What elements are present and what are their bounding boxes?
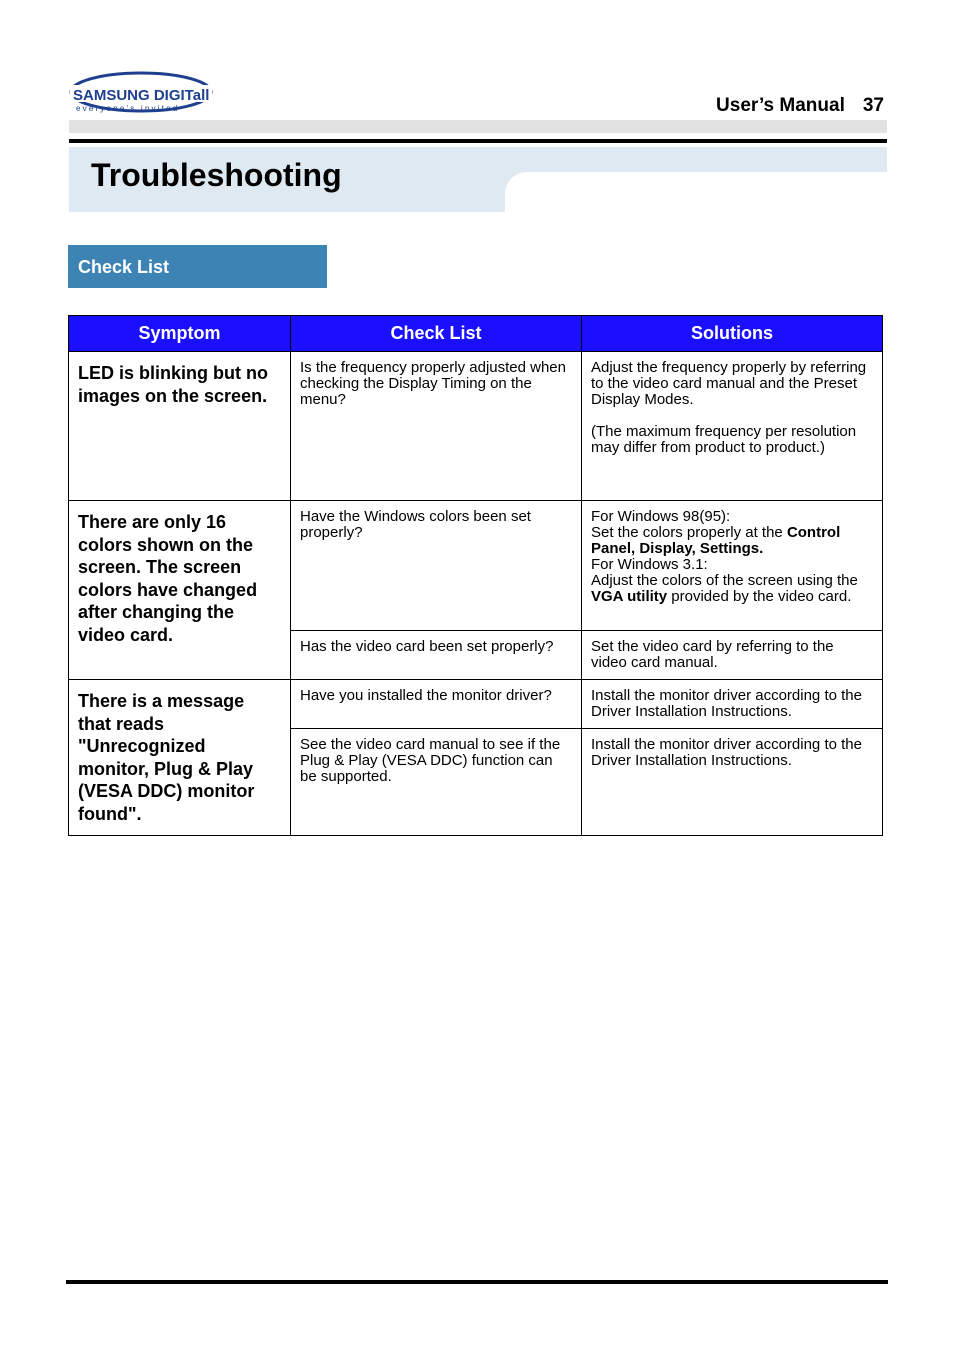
header-solutions: Solutions: [582, 316, 883, 352]
solution-cell: [582, 352, 883, 501]
footer-rule: [66, 1280, 888, 1284]
solution-text: For Windows 98(95):: [591, 508, 731, 525]
solution-text: Adjust the frequency properly by referring to the video card manual and the Preset Display Modes.: [591, 359, 867, 408]
header-check-list: Check List: [291, 316, 582, 352]
samsung-logo: [68, 70, 214, 116]
check-cell: Has the video card been set properly?: [291, 631, 582, 680]
logo-brand: SAMSUNG DIGITall: [73, 87, 210, 104]
solution-cell: [582, 501, 883, 631]
solution-note: (The maximum frequency per resolution may differ from product to product.): [591, 423, 857, 456]
symptom-cell: There is a message that reads "Unrecognized monitor, Plug & Play (VESA DDC) monitor found".: [69, 680, 291, 836]
header-gray-bar: [69, 120, 887, 133]
manual-label: User’s Manual: [716, 95, 845, 116]
header-symptom: Symptom: [69, 316, 291, 352]
check-cell: Have you installed the monitor driver?: [291, 680, 582, 729]
check-list-table: [68, 315, 883, 836]
solution-text: For Windows 3.1:: [591, 556, 708, 573]
check-cell: Have the Windows colors been set properly?: [291, 501, 582, 631]
title-band: [69, 147, 887, 212]
table-row: [69, 352, 883, 501]
header-rule: [69, 139, 887, 143]
solution-cell: Install the monitor driver according to the Driver Installation Instructions.: [582, 729, 883, 836]
solution-text: Set the colors properly at the Control Panel, Display, Settings.: [591, 524, 841, 557]
table-header-row: [69, 316, 883, 352]
logo-tagline: everyone's invited: [76, 104, 180, 113]
symptom-cell: LED is blinking but no images on the screen.: [69, 352, 291, 501]
check-cell: Is the frequency properly adjusted when checking the Display Timing on the menu?: [291, 352, 582, 501]
check-cell: See the video card manual to see if the Plug & Play (VESA DDC) function can be supported.: [291, 729, 582, 836]
solution-cell: Install the monitor driver according to the Driver Installation Instructions.: [582, 680, 883, 729]
solution-cell: Set the video card by referring to the video card manual.: [582, 631, 883, 680]
table-row: [69, 501, 883, 631]
section-heading: Check List: [68, 245, 327, 288]
solution-text: Adjust the colors of the screen using the VGA utility provided by the video card.: [591, 572, 858, 605]
page-number: 37: [862, 95, 884, 116]
page-header: [716, 95, 884, 117]
symptom-cell: There are only 16 colors shown on the screen. The screen colors have changed after changing the video card.: [69, 501, 291, 680]
page-title: Troubleshooting: [91, 157, 342, 193]
table-row: [69, 680, 883, 729]
